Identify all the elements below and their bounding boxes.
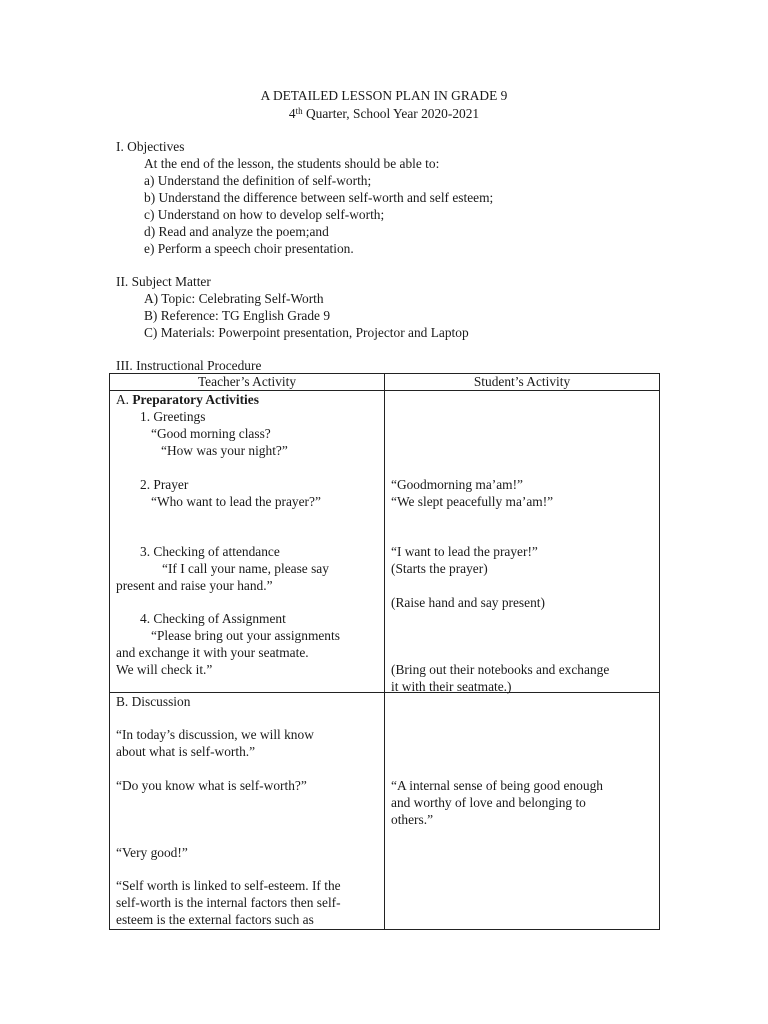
objective-item: d) Read and analyze the poem;and [144, 224, 329, 239]
section-a-prefix: A. [116, 392, 133, 407]
document-subtitle [0, 105, 768, 123]
prayer-label: 2. Prayer [140, 477, 189, 492]
subject-matter-item: A) Topic: Celebrating Self-Worth [144, 291, 324, 306]
objectives-heading: I. Objectives [116, 139, 185, 154]
objective-item: c) Understand on how to develop self-worth; [144, 207, 385, 222]
objective-item: e) Perform a speech choir presentation. [144, 241, 354, 256]
subject-matter-item: C) Materials: Powerpoint presentation, Projector and Laptop [144, 325, 469, 340]
teacher-cell-preparatory [110, 391, 385, 693]
student-response: “Goodmorning ma’am!” [391, 477, 524, 492]
objectives-intro: At the end of the lesson, the students should be able to: [144, 156, 440, 171]
objective-item: a) Understand the definition of self-worth; [144, 173, 372, 188]
procedure-heading: III. Instructional Procedure [116, 358, 262, 373]
student-response: (Bring out their notebooks and exchange [391, 662, 610, 677]
student-cell-discussion [385, 693, 660, 930]
assignment-line: and exchange it with your seatmate. [116, 645, 309, 660]
student-cell-preparatory [385, 391, 660, 693]
quarter-rest: Quarter, School Year 2020-2021 [302, 106, 480, 121]
header-cell-student [385, 374, 660, 391]
assignment-line: We will check it.” [116, 662, 213, 677]
discussion-line: “In today’s discussion, we will know [116, 727, 314, 742]
subject-matter-item: B) Reference: TG English Grade 9 [144, 308, 331, 323]
table-row [110, 693, 660, 930]
student-response: “I want to lead the prayer!” [391, 544, 538, 559]
teacher-cell-discussion [110, 693, 385, 930]
attendance-label: 3. Checking of attendance [140, 544, 280, 559]
document-title: A DETAILED LESSON PLAN IN GRADE 9 [260, 88, 508, 103]
table-header-row [110, 374, 660, 391]
header-cell-teacher [110, 374, 385, 391]
attendance-line: “If I call your name, please say [162, 561, 329, 576]
attendance-line: present and raise your hand.” [116, 578, 273, 593]
student-activity-header: Student’s Activity [473, 374, 571, 389]
discussion-line: “Very good!” [116, 845, 188, 860]
student-response: “We slept peacefully ma’am!” [391, 494, 554, 509]
student-response: others.” [391, 812, 434, 827]
student-response: it with their seatmate.) [391, 679, 512, 694]
prayer-line: “Who want to lead the prayer?” [151, 494, 321, 509]
objective-item: b) Understand the difference between self-worth and self esteem; [144, 190, 494, 205]
assignment-label: 4. Checking of Assignment [140, 611, 286, 626]
greetings-label: 1. Greetings [140, 409, 206, 424]
discussion-line: “Self worth is linked to self-esteem. If the [116, 878, 341, 893]
section-a-label: Preparatory Activities [132, 392, 259, 407]
quarter-number: 4 [288, 106, 296, 121]
section-a-title [116, 391, 259, 408]
greetings-line: “How was your night?” [161, 443, 288, 458]
student-response: and worthy of love and belonging to [391, 795, 586, 810]
discussion-line: “Do you know what is self-worth?” [116, 778, 307, 793]
quarter-suffix: th [295, 106, 303, 116]
teacher-activity-header: Teacher’s Activity [197, 374, 297, 389]
student-response: (Raise hand and say present) [391, 595, 545, 610]
table-row [110, 391, 660, 693]
assignment-line: “Please bring out your assignments [151, 628, 340, 643]
student-response: (Starts the prayer) [391, 561, 488, 576]
student-response: “A internal sense of being good enough [391, 778, 603, 793]
procedure-table [109, 373, 660, 930]
discussion-line: esteem is the external factors such as [116, 912, 314, 927]
greetings-line: “Good morning class? [151, 426, 271, 441]
discussion-line: about what is self-worth.” [116, 744, 256, 759]
subject-matter-heading: II. Subject Matter [116, 274, 211, 289]
discussion-line: self-worth is the internal factors then self- [116, 895, 341, 910]
section-b-title: B. Discussion [116, 694, 191, 709]
